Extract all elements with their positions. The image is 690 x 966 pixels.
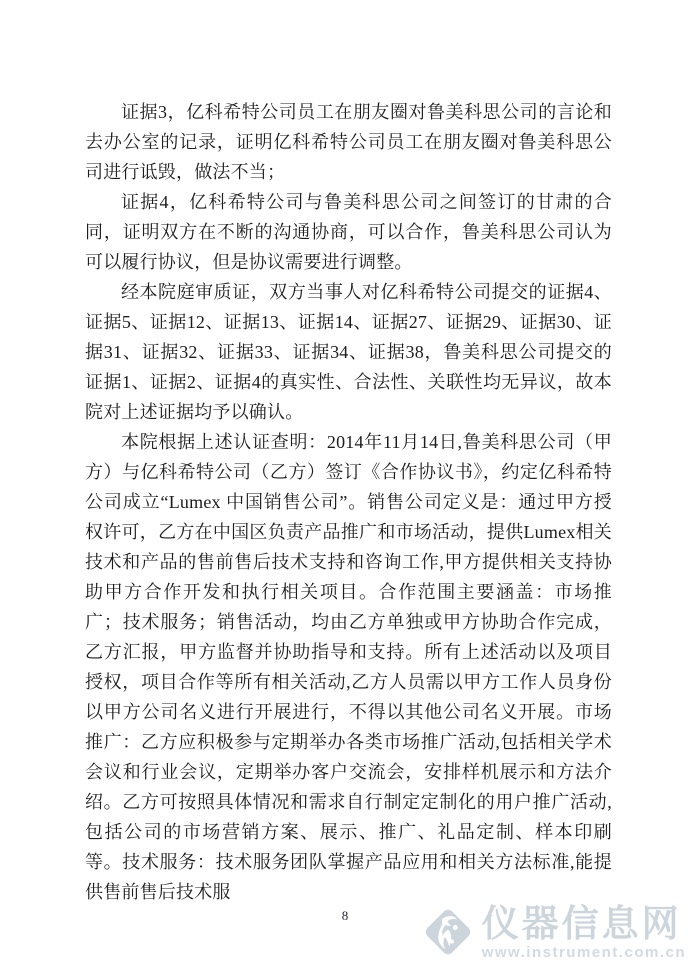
watermark-site-url: www.instrument.com.cn bbox=[481, 943, 686, 961]
watermark-text bbox=[481, 902, 686, 961]
instrument-diamond-logo-icon bbox=[420, 902, 476, 962]
paragraph-evidence-4: 证据4，亿科希特公司与鲁美科思公司之间签订的甘肃的合同，证明双方在不断的沟通协商，可以合作，鲁美科思公司认为可以履行协议，但是协议需要进行调整。 bbox=[85, 192, 612, 272]
paragraph-evidence-3: 证据3，亿科希特公司员工在朋友圈对鲁美科思公司的言论和去办公室的记录，证明亿科希特公司员工在朋友圈对鲁美科思公司进行诋毁，做法不当； bbox=[85, 102, 612, 182]
page-number: 8 bbox=[341, 908, 349, 923]
watermark-site-name: 仪器信息网 bbox=[481, 902, 682, 944]
watermark bbox=[420, 902, 686, 962]
paragraph-court-findings: 本院根据上述认证查明：2014年11月14日,鲁美科思公司（甲方）与亿科希特公司（乙方）签订《合作协议书》，约定亿科希特公司成立“Lumex 中国销售公司”。销售公司定义是：通过甲方授权许可，乙方在中国区负责产品推广和市场活动，提供Lumex相关技术和产品的售前售后技术支持和咨询工作,甲方提供相关支持协助甲方合作开发和执行相关项目。合作范围主要涵盖：市场推广；技术服务；销售活动，均由乙方单独或甲方协助合作完成，乙方汇报，甲方监督并协助指导和支持。所有上述活动以及项目授权，项目合作等所有相关活动,乙方人员需以甲方工作人员身份以甲方公司名义进行开展进行，不得以其他公司名义开展。市场推广：乙方应积极参与定期举办各类市场推广活动,包括相关学术会议和行业会议，定期举办客户交流会，安排样机展示和方法介绍。乙方可按照具体情况和需求自行制定定制化的用户推广活动,包括公司的市场营销方案、展示、推广、礼品定制、样本印刷等。技术服务：技术服务团队掌握产品应用和相关方法标准,能提供售前售后技术服 bbox=[85, 432, 612, 902]
paragraph-court-cross-examination: 经本院庭审质证，双方当事人对亿科希特公司提交的证据4、证据5、证据12、证据13、证据14、证据27、证据29、证据30、证据31、证据32、证据33、证据34、证据38，鲁美科思公司提交的证据1、证据2、证据4的真实性、合法性、关联性均无异议，故本院对上述证据均予以确认。 bbox=[85, 282, 612, 422]
document-body bbox=[85, 97, 612, 907]
